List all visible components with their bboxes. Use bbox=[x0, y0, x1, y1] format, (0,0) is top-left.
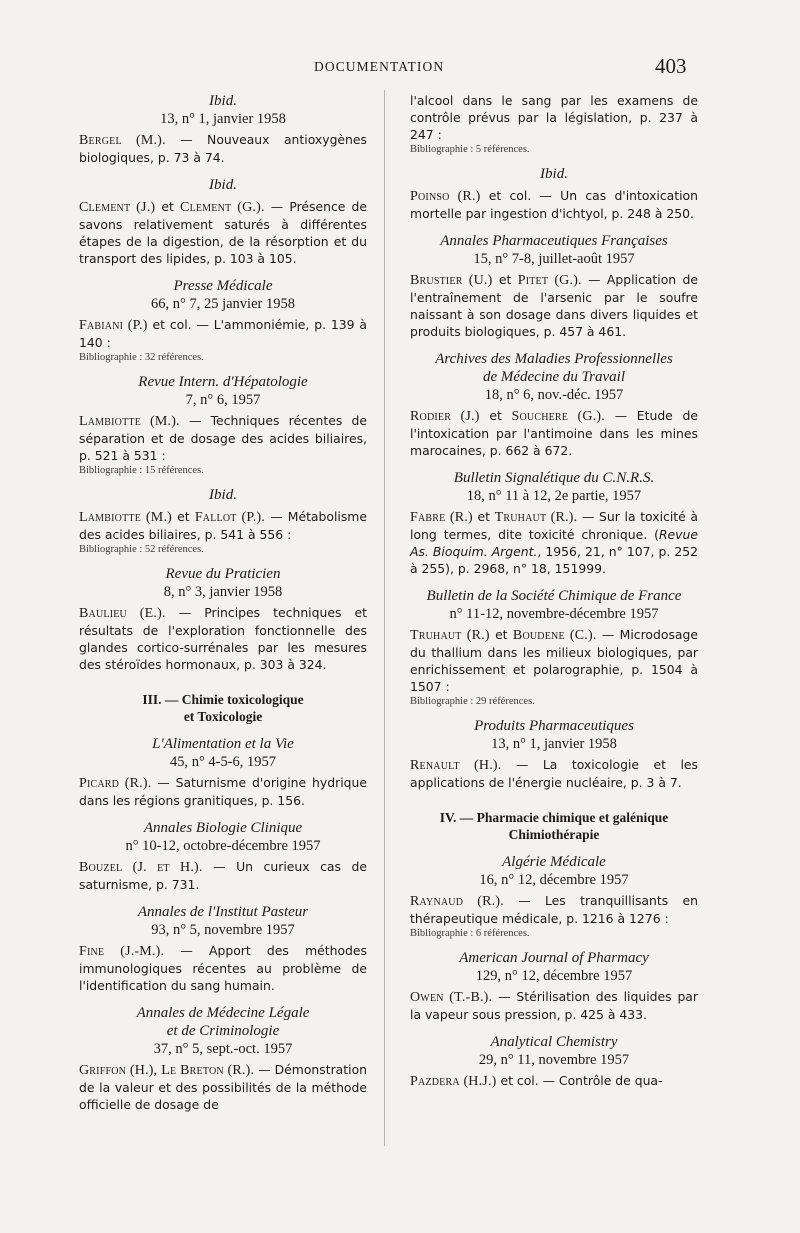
bibliographic-entry bbox=[79, 774, 367, 809]
journal-title: Produits Pharmaceutiques bbox=[474, 718, 634, 734]
journal-title: American Journal of Pharmacy bbox=[459, 950, 649, 966]
entry-author: Le Breton (R.). bbox=[161, 1063, 255, 1078]
entry-text: — Saturnisme d'origine hydrique dans les régions granitiques, p. 156. bbox=[79, 775, 367, 808]
entry-join: et bbox=[479, 408, 512, 423]
entry-author: Lambiotte (M.) bbox=[79, 510, 173, 525]
journal-title: Algérie Médicale bbox=[502, 854, 606, 870]
entry-author: Renault (H.). bbox=[410, 758, 502, 773]
journal-issue: 7, n° 6, 1957 bbox=[185, 392, 261, 408]
left-column bbox=[79, 92, 367, 1113]
journal-issue: 18, n° 11 à 12, 2e partie, 1957 bbox=[466, 488, 642, 504]
journal-issue: 18, n° 6, nov.-déc. 1957 bbox=[484, 387, 624, 403]
journal-issue: 29, n° 11, novembre 1957 bbox=[478, 1052, 630, 1068]
entry-author: Clement (G.). bbox=[180, 200, 265, 215]
entry-continuation: l'alcool dans le sang par les examens de contrôle prévus par la législation, p. 237 à 247 : bbox=[410, 93, 698, 142]
bibliographic-entry bbox=[410, 892, 698, 927]
entry-author: Souchere (G.). bbox=[511, 409, 605, 424]
section-heading: III. — Chimie toxicologique bbox=[142, 692, 304, 707]
bibliographic-entry bbox=[79, 942, 367, 994]
entry-join: et bbox=[172, 509, 195, 524]
entry-text: — Apport des méthodes immunologiques récentes au problème de l'identification du sang humain. bbox=[79, 943, 367, 993]
journal-issue: 37, n° 5, sept.-oct. 1957 bbox=[153, 1041, 293, 1057]
section-heading: IV. — Pharmacie chimique et galénique bbox=[439, 810, 669, 825]
entry-text: — Techniques récentes de séparation et de dosage des acides biliaires, p. 521 à 531 : bbox=[79, 413, 367, 463]
bibliography-note: Bibliographie : 5 références. bbox=[410, 144, 530, 155]
entry-author: Brustier (U.) bbox=[410, 273, 493, 288]
bibliography-note: Bibliographie : 15 références. bbox=[79, 465, 204, 476]
bibliographic-entry bbox=[79, 1061, 367, 1113]
entry-text: — Sur la toxicité à long termes, dite toxicité chronique. ( bbox=[410, 509, 699, 542]
entry-text: — Présence de savons relativement saturés à différentes étapes de la digestion, de la résorption et du transport des lipides, p. 103 à 105. bbox=[79, 199, 368, 266]
bibliographic-entry bbox=[79, 412, 367, 464]
journal-issue: 13, n° 1, janvier 1958 bbox=[160, 111, 286, 127]
journal-title: Revue du Praticien bbox=[165, 566, 281, 582]
page-number: 403 bbox=[655, 54, 687, 78]
entry-join: et bbox=[155, 199, 181, 214]
running-title: DOCUMENTATION bbox=[314, 59, 445, 74]
entry-text: — Métabolisme des acides biliaires, p. 541 à 556 : bbox=[79, 509, 367, 542]
journal-issue: 15, n° 7-8, juillet-août 1957 bbox=[473, 251, 635, 267]
entry-text: — Les tranquillisants en thérapeutique médicale, p. 1216 à 1276 : bbox=[410, 893, 698, 926]
bibliography-note: Bibliographie : 29 références. bbox=[410, 696, 535, 707]
journal-issue: 45, n° 4-5-6, 1957 bbox=[169, 754, 277, 770]
entry-text: — Application de l'entraînement de l'arsenic par le soufre naissant à son dosage dans divers liquides et produits biologiques, p. 457 à 461. bbox=[410, 272, 699, 339]
bibliographic-entry bbox=[410, 407, 698, 459]
journal-title: Ibid. bbox=[540, 166, 568, 182]
journal-issue: 13, n° 1, janvier 1958 bbox=[491, 736, 617, 752]
entry-author: Truhaut (R.) bbox=[410, 628, 490, 643]
entry-text: — Démonstration de la valeur et des possibilités de la méthode officielle de dosage de bbox=[79, 1062, 368, 1112]
journal-issue: 93, n° 5, novembre 1957 bbox=[151, 922, 295, 938]
entry-author: Fine (J.-M.). bbox=[79, 944, 165, 959]
bibliographic-entry bbox=[79, 604, 367, 673]
journal-title: Bulletin de la Société Chimique de France bbox=[426, 588, 682, 604]
entry-text: — Stérilisation des liquides par la vapeur sous pression, p. 425 à 433. bbox=[410, 989, 698, 1022]
journal-issue: 16, n° 12, décembre 1957 bbox=[479, 872, 629, 888]
journal-title: Annales Pharmaceutiques Françaises bbox=[440, 233, 668, 249]
entry-join: et bbox=[489, 627, 513, 642]
journal-title: Ibid. bbox=[209, 93, 237, 109]
entry-text: et col. — Contrôle de qua- bbox=[496, 1073, 663, 1088]
bibliographic-entry bbox=[79, 131, 367, 166]
entry-author: Pitet (G.). bbox=[517, 273, 582, 288]
section-heading: et Toxicologie bbox=[183, 709, 263, 724]
journal-title: Ibid. bbox=[209, 177, 237, 193]
journal-title: Revue Intern. d'Hépatologie bbox=[138, 374, 308, 390]
entry-author: Poinso (R.) bbox=[410, 189, 481, 204]
journal-title: Analytical Chemistry bbox=[490, 1034, 618, 1050]
bibliographic-entry bbox=[410, 988, 698, 1023]
entry-author: Lambiotte (M.). bbox=[79, 414, 180, 429]
entry-author: Bergel (M.). bbox=[79, 133, 166, 148]
entry-author: Rodier (J.) bbox=[410, 409, 480, 424]
entry-author: Fabiani (P.) bbox=[79, 318, 148, 333]
journal-title: de Médecine du Travail bbox=[482, 369, 626, 385]
bibliographic-entry bbox=[410, 508, 698, 577]
entry-author: Pazdera (H.J.) bbox=[410, 1074, 497, 1089]
journal-title: Annales de l'Institut Pasteur bbox=[137, 904, 309, 920]
journal-issue: n° 11-12, novembre-décembre 1957 bbox=[449, 606, 659, 622]
entry-text-italic: Revue As. Bioquim. Argent. bbox=[410, 527, 698, 559]
entry-author: Bouzel (J. et H.). bbox=[79, 860, 203, 875]
entry-author: Baulieu (E.). bbox=[79, 606, 166, 621]
entry-text: — Nouveaux antioxygènes biologiques, p. 73 à 74. bbox=[79, 132, 367, 165]
journal-issue: 8, n° 3, janvier 1958 bbox=[163, 584, 283, 600]
entry-author: Fallot (P.). bbox=[194, 510, 266, 525]
column-divider bbox=[384, 90, 385, 1146]
entry-author: Raynaud (R.). bbox=[410, 894, 504, 909]
bibliographic-entry bbox=[410, 1072, 698, 1090]
entry-author: Clement (J.) bbox=[79, 200, 156, 215]
entry-join: et bbox=[492, 272, 518, 287]
entry-author: Griffon (H.), bbox=[79, 1063, 158, 1078]
bibliographic-entry bbox=[79, 198, 367, 267]
bibliographic-entry bbox=[410, 756, 698, 791]
journal-title: Archives des Maladies Professionnelles bbox=[435, 351, 673, 367]
entry-text: — Principes techniques et résultats de l'exploration fonctionnelle des glandes cortico-surrénales par les mesures des stéroïdes hormonaux, p. 303 à 324. bbox=[79, 605, 367, 672]
entry-text: — Microdosage du thallium dans les milieux biologiques, par enrichissement et polarographie, p. 1504 à 1507 : bbox=[410, 627, 698, 694]
bibliographic-entry bbox=[79, 858, 367, 893]
journal-title: Ibid. bbox=[209, 487, 237, 503]
entry-author: Truhaut (R.). bbox=[494, 510, 578, 525]
page-header bbox=[0, 56, 800, 80]
entry-text: — Un curieux cas de saturnisme, p. 731. bbox=[79, 859, 367, 892]
entry-text: , 1956, 21, n° 107, p. 252 à 255), p. 2968, n° 18, 151999. bbox=[410, 544, 698, 576]
entry-text: — Etude de l'intoxication par l'antimoine dans les mines marocaines, p. 662 à 672. bbox=[410, 408, 698, 458]
entry-text: et col. — L'ammoniémie, p. 139 à 140 : bbox=[79, 317, 367, 350]
bibliographic-entry bbox=[410, 626, 698, 695]
entry-author: Picard (R.). bbox=[79, 776, 152, 791]
journal-title: Annales de Médecine Légale bbox=[136, 1005, 310, 1021]
section-heading: Chimiothérapie bbox=[508, 827, 600, 842]
bibliographic-entry bbox=[410, 187, 698, 222]
entry-text: — La toxicologie et les applications de l'énergie nucléaire, p. 3 à 7. bbox=[410, 757, 698, 790]
journal-title: L'Alimentation et la Vie bbox=[152, 736, 294, 752]
journal-title: Annales Biologie Clinique bbox=[143, 820, 303, 836]
entry-author: Fabre (R.) bbox=[410, 510, 473, 525]
bibliography-note: Bibliographie : 52 références. bbox=[79, 544, 204, 555]
bibliographic-entry bbox=[410, 271, 698, 340]
journal-title: et de Criminologie bbox=[166, 1023, 280, 1039]
bibliographic-entry bbox=[79, 508, 367, 543]
entry-author: Owen (T.-B.). bbox=[410, 990, 493, 1005]
entry-author: Boudene (C.). bbox=[512, 628, 597, 643]
bibliographic-entry bbox=[79, 316, 367, 351]
journal-title: Presse Médicale bbox=[173, 278, 273, 294]
entry-text: et col. — Un cas d'intoxication mortelle par ingestion d'ichtyol, p. 248 à 250. bbox=[410, 188, 698, 221]
journal-issue: n° 10-12, octobre-décembre 1957 bbox=[125, 838, 321, 854]
journal-title: Bulletin Signalétique du C.N.R.S. bbox=[453, 470, 655, 486]
bibliography-note: Bibliographie : 6 références. bbox=[410, 928, 530, 939]
right-column bbox=[410, 92, 698, 1090]
journal-issue: 66, n° 7, 25 janvier 1958 bbox=[151, 296, 295, 312]
journal-issue: 129, n° 12, décembre 1957 bbox=[475, 968, 633, 984]
bibliography-note: Bibliographie : 32 références. bbox=[79, 352, 204, 363]
entry-join: et bbox=[472, 509, 495, 524]
